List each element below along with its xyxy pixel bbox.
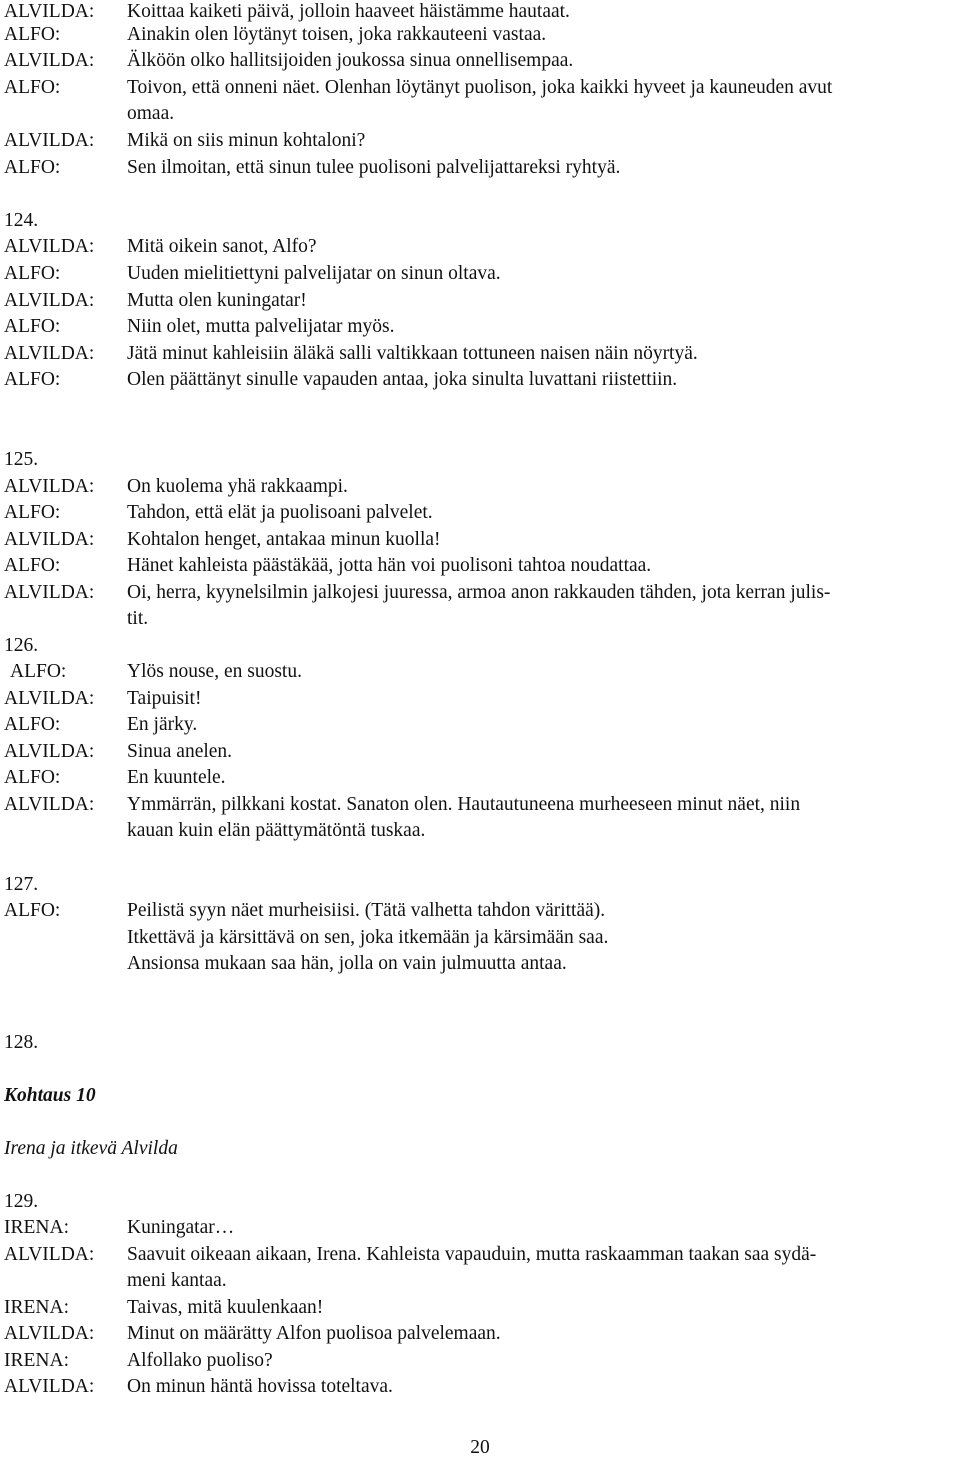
line-text: Oi, herra, kyynelsilmin jalkojesi juuressa, armoa anon rakkauden tähden, jota kerran julis- <box>127 582 831 603</box>
scene-subtitle: Irena ja itkevä Alvilda <box>4 1138 178 1159</box>
speaker-label: ALFO: <box>4 24 61 45</box>
speaker-label: ALFO: <box>4 714 61 735</box>
line-text: Taivas, mitä kuulenkaan! <box>127 1297 324 1318</box>
speaker-label: ALFO: <box>4 157 61 178</box>
speaker-label: ALVILDA: <box>4 290 95 311</box>
speaker-label: ALFO: <box>4 77 61 98</box>
line-text: Olen päättänyt sinulle vapauden antaa, joka sinulta luvattani riistettiin. <box>127 369 678 390</box>
line-text: En kuuntele. <box>127 767 226 788</box>
speaker-label: ALFO: <box>4 502 61 523</box>
speaker-label: ALFO: <box>10 661 67 682</box>
speaker-label: IRENA: <box>4 1350 69 1371</box>
scene-title: Kohtaus 10 <box>4 1085 96 1106</box>
speaker-label: ALVILDA: <box>4 794 95 815</box>
speaker-label: ALVILDA: <box>4 688 95 709</box>
line-text: Ymmärrän, pilkkani kostat. Sanaton olen. Hautautuneena murheeseen minut näet, niin <box>127 794 801 815</box>
speaker-label: ALVILDA: <box>4 343 95 364</box>
speaker-label: ALVILDA: <box>4 476 95 497</box>
line-text: Minut on määrätty Alfon puolisoa palvelemaan. <box>127 1323 501 1344</box>
speaker-label: ALVILDA: <box>4 50 95 71</box>
section-number: 127. <box>4 874 39 895</box>
section-number: 125. <box>4 449 39 470</box>
section-number: 129. <box>4 1191 39 1212</box>
line-text: Kuningatar… <box>127 1217 235 1238</box>
line-text: Uuden mielitiettyni palvelijatar on sinun oltava. <box>127 263 501 284</box>
line-text: kauan kuin elän päättymätöntä tuskaa. <box>127 820 426 841</box>
line-text: Alfollako puoliso? <box>127 1350 273 1371</box>
speaker-label: ALFO: <box>4 263 61 284</box>
line-text: Tahdon, että elät ja puolisoani palvelet. <box>127 502 433 523</box>
line-text: Mitä oikein sanot, Alfo? <box>127 236 317 257</box>
speaker-label: ALVILDA: <box>4 529 95 550</box>
line-text: Niin olet, mutta palvelijatar myös. <box>127 316 395 337</box>
line-text: tit. <box>127 608 149 629</box>
line-text: Itkettävä ja kärsittävä on sen, joka itkemään ja kärsimään saa. <box>127 927 609 948</box>
line-text: Mutta olen kuningatar! <box>127 290 307 311</box>
speaker-label: ALFO: <box>4 316 61 337</box>
speaker-label: ALVILDA: <box>4 1 95 22</box>
section-number: 124. <box>4 210 39 231</box>
line-text: Koittaa kaiketi päivä, jolloin haaveet häistämme hautaat. <box>127 1 570 22</box>
speaker-label: IRENA: <box>4 1297 69 1318</box>
line-text: meni kantaa. <box>127 1270 227 1291</box>
section-number: 126. <box>4 635 39 656</box>
line-text: Mikä on siis minun kohtaloni? <box>127 130 366 151</box>
line-text: Jätä minut kahleisiin äläkä salli valtikkaan tottuneen naisen näin nöyrtyä. <box>127 343 698 364</box>
line-text: Älköön olko hallitsijoiden joukossa sinua onnellisempaa. <box>127 50 574 71</box>
speaker-label: ALFO: <box>4 369 61 390</box>
line-text: On minun häntä hovissa toteltava. <box>127 1376 393 1397</box>
line-text: omaa. <box>127 103 175 124</box>
speaker-label: ALFO: <box>4 555 61 576</box>
speaker-label: ALVILDA: <box>4 1244 95 1265</box>
section-number: 128. <box>4 1032 39 1053</box>
line-text: Ylös nouse, en suostu. <box>127 661 302 682</box>
speaker-label: ALFO: <box>4 900 61 921</box>
speaker-label: ALVILDA: <box>4 130 95 151</box>
line-text: Taipuisit! <box>127 688 202 709</box>
line-text: Peilistä syyn näet murheisiisi. (Tätä valhetta tahdon värittää). <box>127 900 606 921</box>
line-text: Ainakin olen löytänyt toisen, joka rakkauteeni vastaa. <box>127 24 547 45</box>
page-number: 20 <box>470 1437 490 1458</box>
speaker-label: IRENA: <box>4 1217 69 1238</box>
speaker-label: ALVILDA: <box>4 582 95 603</box>
line-text: En järky. <box>127 714 198 735</box>
line-text: Sinua anelen. <box>127 741 233 762</box>
speaker-label: ALVILDA: <box>4 1376 95 1397</box>
speaker-label: ALFO: <box>4 767 61 788</box>
line-text: Toivon, että onneni näet. Olenhan löytänyt puolison, joka kaikki hyveet ja kauneuden avut <box>127 77 833 98</box>
speaker-label: ALVILDA: <box>4 741 95 762</box>
line-text: Kohtalon henget, antakaa minun kuolla! <box>127 529 441 550</box>
speaker-label: ALVILDA: <box>4 236 95 257</box>
speaker-label: ALVILDA: <box>4 1323 95 1344</box>
line-text: Sen ilmoitan, että sinun tulee puolisoni palvelijattareksi ryhtyä. <box>127 157 621 178</box>
line-text: Ansionsa mukaan saa hän, jolla on vain julmuutta antaa. <box>127 953 567 974</box>
line-text: On kuolema yhä rakkaampi. <box>127 476 348 497</box>
line-text: Hänet kahleista päästäkää, jotta hän voi puolisoni tahtoa noudattaa. <box>127 555 652 576</box>
line-text: Saavuit oikeaan aikaan, Irena. Kahleista vapauduin, mutta raskaamman taakan saa sydä- <box>127 1244 817 1265</box>
